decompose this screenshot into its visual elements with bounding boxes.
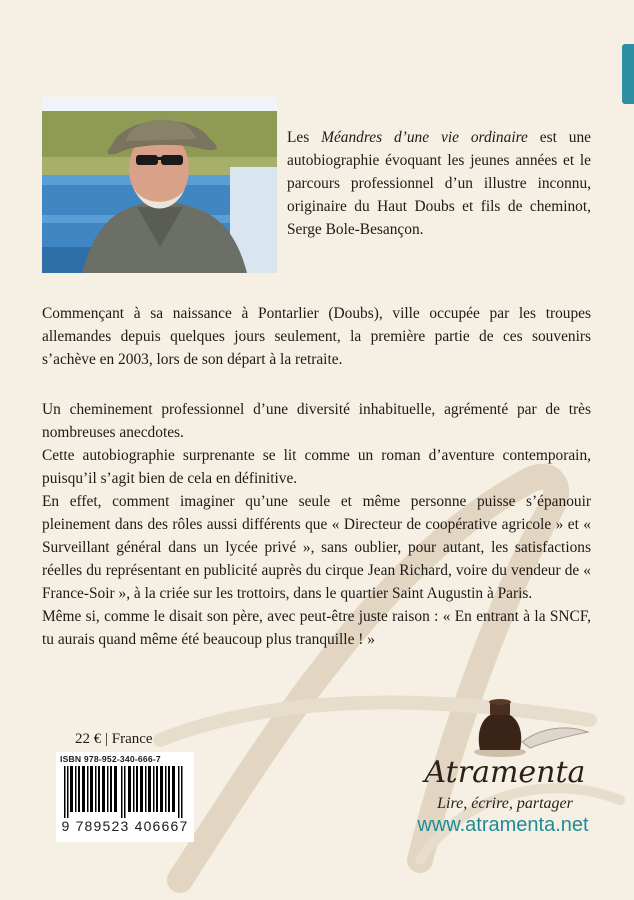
inkwell-quill-icon — [470, 692, 590, 762]
intro-rest: est une autobiographie évoquant les jeunes années et le parcours professionnel d’un illustre inconnu, originaire du Haut Doubs et fils de cheminot, Serge Bole-Besançon. — [287, 129, 591, 238]
description-line: En effet, comment imaginer qu’une seule et même personne puisse s’épanouir pleinement dans des rôles aussi différents que « Directeur de coopérative agricole » et « Surveillant général dans un lycée privé », sans oublier, pour autant, les satisfactions réelles du représentant en publicité auprès du cirque Jean Richard, voire du vendeur de « France-Soir », à la criée sur les trottoirs, dans le quartier Saint Augustin à Paris. — [42, 493, 591, 602]
barcode-bars — [58, 766, 192, 818]
description-line: Même si, comme le disait son père, avec peut-être juste raison : « En entrant à la SNCF, tu aurais quand même été beaucoup plus tranquille ! » — [42, 608, 591, 648]
author-portrait — [42, 97, 277, 273]
intro-paragraph — [287, 126, 591, 241]
edge-tab — [622, 44, 634, 104]
book-title: Méandres d’une vie ordinaire — [321, 129, 528, 146]
intro-lead: Les — [287, 129, 322, 146]
barcode — [56, 752, 194, 842]
description-line: Un cheminement professionnel d’une diversité inhabituelle, agrémenté par de très nombreuses anecdotes. — [42, 401, 591, 441]
publisher-tagline: Lire, écrire, partager — [437, 795, 573, 812]
isbn-label: ISBN 978-952-340-666-7 — [60, 754, 161, 764]
summary-paragraph: Commençant à sa naissance à Pontarlier (Doubs), ville occupée par les troupes allemandes depuis quelques jours seulement, la première partie de ces souvenirs s’achève en 2003, lors de son départ à la retraite. — [42, 305, 591, 368]
description-line: Cette autobiographie surprenante se lit comme un roman d’aventure contemporain, puisqu’il s’agit bien de cela en définitive. — [42, 447, 591, 487]
price-label: 22 € | France — [75, 731, 153, 747]
description-block — [42, 398, 591, 651]
barcode-digits: 9 789523 406667 — [61, 818, 189, 834]
publisher-name: Atramenta — [424, 755, 586, 790]
publisher-url[interactable]: www.atramenta.net — [417, 814, 589, 836]
